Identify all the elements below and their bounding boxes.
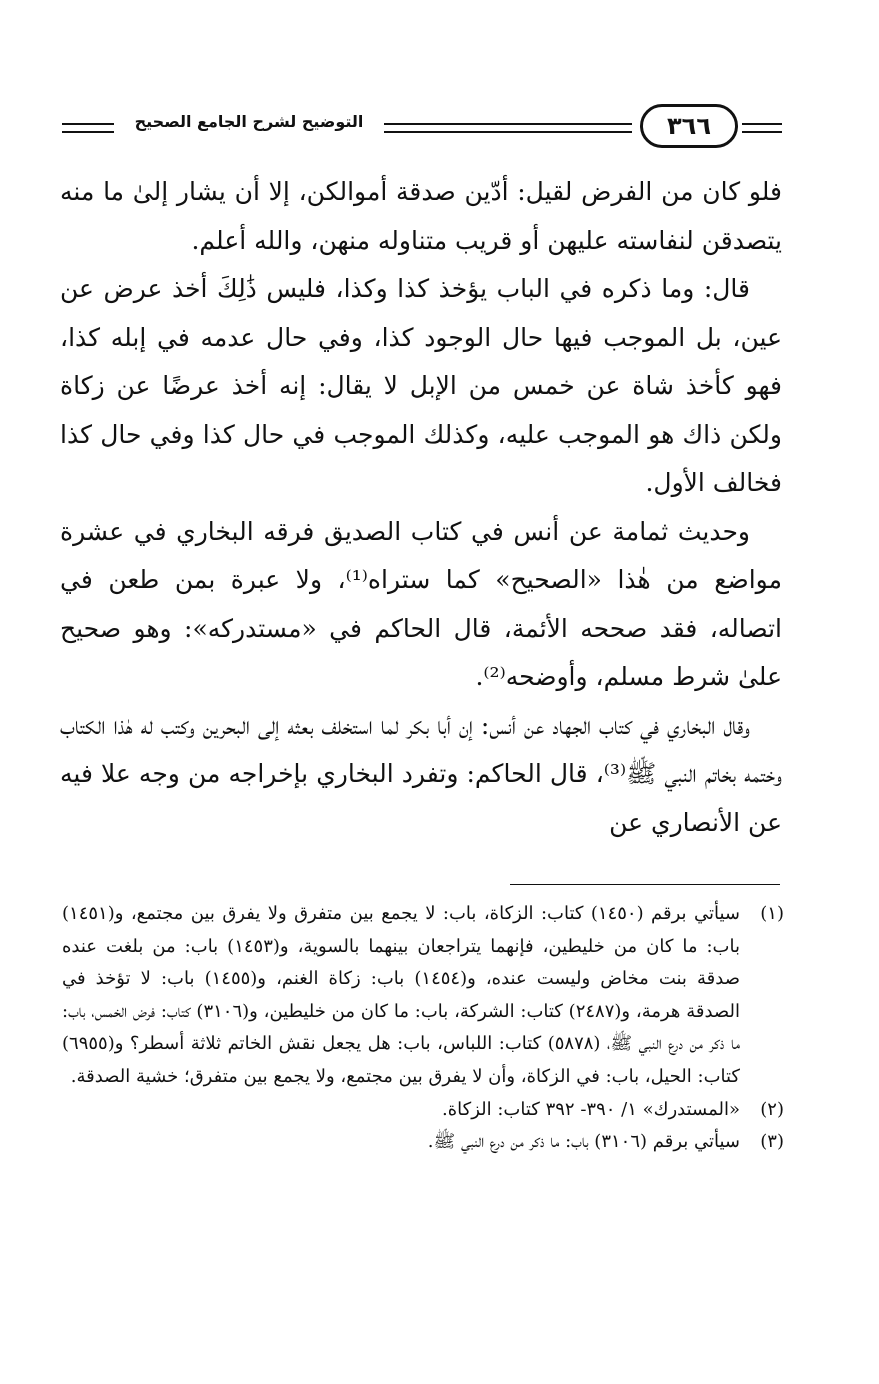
footnote [62,898,784,1094]
footnote-text: سيأتي برقم (١٤٥٠) كتاب: الزكاة، باب: لا يجمع بين متفرق ولا يفرق بين مجتمع، و(١٤٥١) باب: ما كان من خليطين، فإنهما يتراجعان بينهما بالسوية، و(١٤٥٣) باب: من بلغت عنده صدقة بنت مخاض وليست عنده، و(١٤٥٤) باب: زكاة الغنم، و(١٤٥٥) باب: لا تؤخذ في الصدقة هرمة، و(٢٤٨٧) كتاب: الشركة، باب: ما كان من خليطين، و(٣١٠٦) كتاب: فرض الخمس، باب: ما ذكر من درع النبي ﷺ، (٥٨٧٨) كتاب: اللباس، باب: هل يجعل نقش الخاتم ثلاثة أسطر؟ و(٦٩٥٥) كتاب: الحيل، باب: في الزكاة، وأن لا يفرق بين مجتمع، ولا يجمع بين متفرق؛ خشية الصدقة. [62,903,741,1087]
footnotes [62,898,784,1159]
footnote-number: (٢) [760,1098,784,1120]
footnote-number: (٣) [760,1131,784,1153]
main-text [60,168,782,847]
running-header [62,100,782,156]
footnote [62,1094,784,1127]
footnote-number: (١) [760,903,784,924]
header-rule [384,131,632,133]
footnote-text: سيأتي برقم (٣١٠٦) باب: ما ذكر من درع النبي ﷺ. [427,1131,740,1153]
header-rule [62,123,114,125]
book-title: التوضيح لشرح الجامع الصحيح [134,112,364,131]
paragraph: وحديث ثمامة عن أنس في كتاب الصديق فرقه البخاري في عشرة مواضع من هٰذا «الصحيح» كما ستراه⁽¹⁾، ولا عبرة بمن طعن في اتصاله، فقد صححه الأئمة، قال الحاكم في «مستدركه»: وهو صحيح علىٰ شرط مسلم، وأوضحه⁽²⁾. [60,516,782,691]
footnote [62,1126,784,1159]
header-rule [62,131,114,133]
header-rule [384,123,632,125]
footnote-separator [510,884,780,885]
paragraph: وقال البخاري في كتاب الجهاد عن أنس: إن أبا بكر لما استخلف بعثه إلى البحرين وكتب له هٰذا الكتاب وختمه بخاتم النبي ﷺ⁽³⁾، قال الحاكم: وتفرد البخاري بإخراجه من وجه علا فيه عن الأنصاري عن [60,710,782,837]
header-rule [742,123,782,125]
paragraph: فلو كان من الفرض لقيل: أدّين صدقة أموالكن، إلا أن يشار إلىٰ ما منه يتصدقن لنفاسته عليهن أو قريب متناوله منهن، والله أعلم. [60,177,782,255]
page-number: ٣٦٦ [640,104,738,148]
header-rule [742,131,782,133]
paragraph: قال: وما ذكره في الباب يؤخذ كذا وكذا، فليس ذَٰلِكَ أخذ عرض عن عين، بل الموجب فيها حال الوجود كذا، وفي حال عدمه في إبله كذا، فهو كأخذ شاة عن خمس من الإبل لا يقال: إنه أخذ عرضًا عن زكاة ولكن ذاك هو الموجب عليه، وكذلك الموجب في حال كذا وفي حال كذا فخالف الأول. [60,274,782,497]
footnote-text: «المستدرك» ١/ ٣٩٠- ٣٩٢ كتاب: الزكاة. [442,1098,740,1120]
